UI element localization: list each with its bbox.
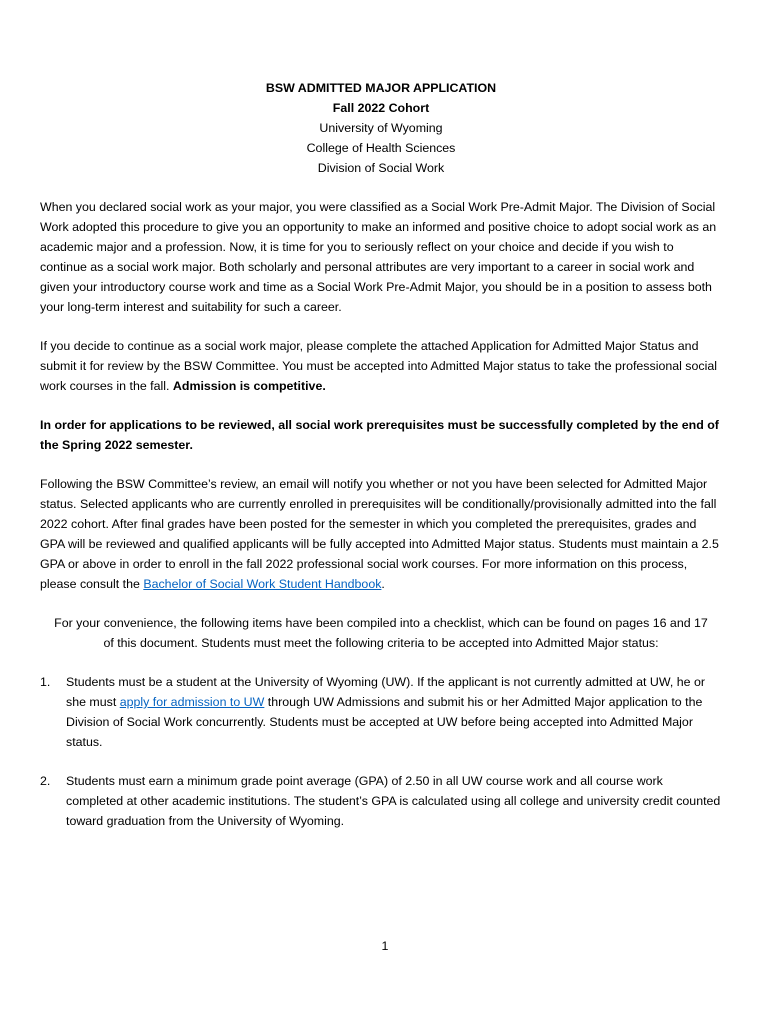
college-name: College of Health Sciences [306, 141, 456, 155]
competitive-notice: Admission is competitive. [172, 379, 326, 393]
cohort-label: Fall 2022 Cohort [332, 101, 430, 115]
criteria-text: Students must earn a minimum grade point average (GPA) of 2.50 in all UW course work and all course work completed at other academic institutions. The student’s GPA is calculated using all college and university credit counted toward graduation from the University of Wyoming. [66, 774, 721, 828]
page-number: 1 [381, 939, 389, 953]
criteria-text-after: through UW Admissions and submit his or her Admitted Major application to the Division of Social Work concurrently. Students must be accepted at UW before being accepted into Admitted Major status. [66, 695, 703, 749]
criteria-number: 1. [40, 675, 51, 689]
criteria-number: 2. [40, 774, 51, 788]
university-name: University of Wyoming [319, 121, 443, 135]
criteria-text-before: Students must be a student at the University of Wyoming (UW). If the applicant is not currently admitted at UW, he or she must [66, 675, 705, 709]
criteria-item [40, 771, 722, 831]
review-paragraph-end: . [381, 577, 385, 591]
criteria-text [66, 672, 722, 752]
intro-paragraph: When you declared social work as your major, you were classified as a Social Work Pre-Admit Major. The Division of Social Work adopted this procedure to give you an opportunity to make an informed and positive choice to adopt social work as an academic major and a profession. Now, it is time for you to seriously reflect on your choice and decide if you wish to continue as a social work major. Both scholarly and personal attributes are very important to a career in social work and given your introductory course work and time as a Social Work Pre-Admit Major, you should be in a position to assess both your long-term interest and suitability for such a career. [40, 200, 717, 314]
criteria-item [40, 672, 722, 752]
handbook-link[interactable]: Bachelor of Social Work Student Handbook [143, 577, 382, 591]
application-paragraph [40, 336, 722, 396]
checklist-note: For your convenience, the following items have been compiled into a checklist, which can be found on pages 16 and 17 of this document. Students must meet the following criteria to be accepted into Admitted Major status: [54, 616, 708, 650]
document-title: BSW ADMITTED MAJOR APPLICATION [265, 81, 497, 95]
apply-admission-link[interactable]: apply for admission to UW [119, 695, 265, 709]
review-paragraph-text: Following the BSW Committee’s review, an email will notify you whether or not you have been selected for Admitted Major status. Selected applicants who are currently enrolled in prerequisites will be conditionally/provisionally admitted into the fall 2022 cohort. After final grades have been posted for the semester in which you completed the prerequisites, grades and GPA will be reviewed and qualified applicants will be fully accepted into Admitted Major status. Students must maintain a 2.5 GPA or above in order to enroll in the fall 2022 professional social work courses. For more information on this process, please consult the [40, 477, 719, 591]
review-paragraph [40, 474, 722, 594]
document-header [40, 78, 722, 178]
prerequisite-notice: In order for applications to be reviewed, all social work prerequisites must be successfully completed by the end of the Spring 2022 semester. [40, 418, 719, 452]
criteria-list [40, 672, 722, 831]
division-name: Division of Social Work [317, 161, 445, 175]
application-paragraph-text: If you decide to continue as a social work major, please complete the attached Application for Admitted Major Status and submit it for review by the BSW Committee. You must be accepted into Admitted Major status to take the professional social work courses in the fall. [40, 339, 717, 393]
